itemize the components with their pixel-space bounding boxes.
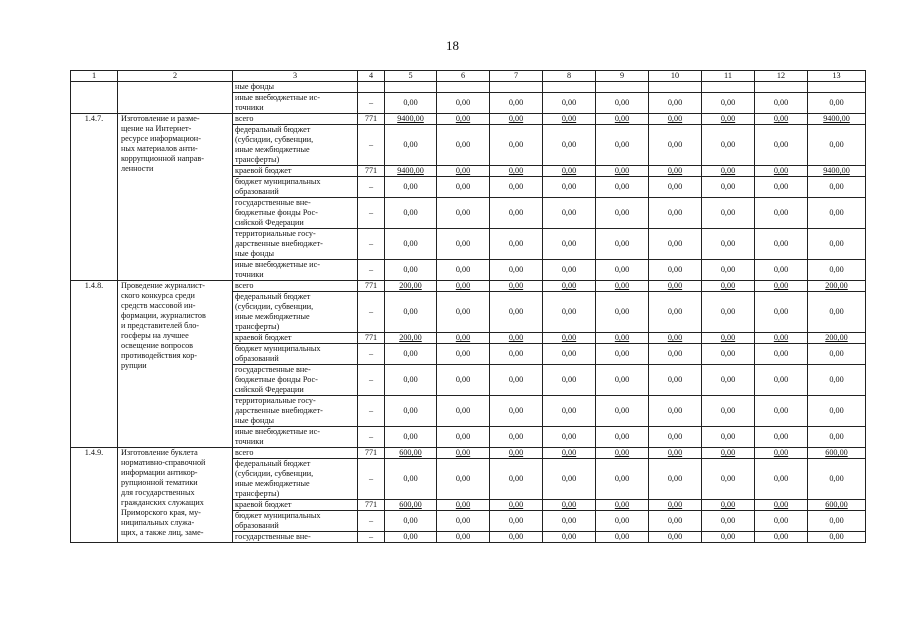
value-cell: 0,00 [543,114,596,125]
value-cell: 0,00 [649,333,702,344]
value-cell: 0,00 [437,125,490,166]
value-cell: 0,00 [596,177,649,198]
source-cell: иные внебюджетные ис- точники [233,260,358,281]
value-cell: 0,00 [596,125,649,166]
value-cell: 0,00 [490,511,543,532]
value-cell: 0,00 [808,344,866,365]
value-cell: 0,00 [385,198,437,229]
value-cell: 0,00 [437,448,490,459]
value-cell: 0,00 [385,229,437,260]
value-cell: 0,00 [543,500,596,511]
source-cell: краевой бюджет [233,166,358,177]
value-cell: 0,00 [755,532,808,543]
value-cell: 0,00 [543,177,596,198]
source-cell: ные фонды [233,82,358,93]
value-cell: 0,00 [808,198,866,229]
value-cell: 0,00 [649,459,702,500]
value-cell: 0,00 [649,177,702,198]
source-cell: бюджет муниципальных образований [233,177,358,198]
value-cell: 0,00 [543,93,596,114]
code-cell: – [358,93,385,114]
value-cell [702,82,755,93]
value-cell: 0,00 [649,396,702,427]
value-cell: 0,00 [596,281,649,292]
code-cell: – [358,532,385,543]
source-cell: территориальные госу- дарственные внебюджет- ные фонды [233,229,358,260]
value-cell: 0,00 [490,532,543,543]
value-cell: 0,00 [490,365,543,396]
value-cell [543,82,596,93]
value-cell: 0,00 [490,198,543,229]
value-cell: 0,00 [385,511,437,532]
value-cell [808,82,866,93]
value-cell: 0,00 [490,177,543,198]
value-cell: 0,00 [437,511,490,532]
code-cell: 771 [358,281,385,292]
value-cell: 0,00 [702,125,755,166]
value-cell: 0,00 [596,365,649,396]
code-cell: 771 [358,448,385,459]
value-cell: 0,00 [702,396,755,427]
value-cell: 0,00 [808,427,866,448]
value-cell: 0,00 [490,459,543,500]
value-cell: 0,00 [490,344,543,365]
value-cell: 0,00 [755,93,808,114]
header-cell: 8 [543,71,596,82]
value-cell: 0,00 [702,166,755,177]
value-cell: 0,00 [437,292,490,333]
code-cell: – [358,177,385,198]
value-cell: 0,00 [490,292,543,333]
value-cell: 0,00 [649,229,702,260]
value-cell: 0,00 [649,427,702,448]
value-cell: 0,00 [543,281,596,292]
budget-table [70,70,866,543]
value-cell: 600,00 [385,500,437,511]
code-cell: – [358,229,385,260]
value-cell: 0,00 [437,500,490,511]
value-cell: 0,00 [702,500,755,511]
value-cell: 0,00 [649,198,702,229]
source-cell: государственные вне- бюджетные фонды Рос- сийской Федерации [233,198,358,229]
code-cell: – [358,344,385,365]
value-cell: 0,00 [385,125,437,166]
header-cell: 5 [385,71,437,82]
value-cell: 0,00 [702,114,755,125]
value-cell: 0,00 [808,532,866,543]
code-cell: – [358,260,385,281]
value-cell: 0,00 [808,459,866,500]
value-cell: 0,00 [385,427,437,448]
value-cell: 0,00 [596,500,649,511]
value-cell: 0,00 [755,333,808,344]
value-cell: 200,00 [385,281,437,292]
value-cell: 0,00 [543,396,596,427]
value-cell: 0,00 [649,114,702,125]
value-cell: 0,00 [755,114,808,125]
value-cell: 0,00 [808,229,866,260]
value-cell: 0,00 [702,459,755,500]
value-cell [755,82,808,93]
item-number-cell: 1.4.8. [71,281,118,448]
value-cell: 0,00 [596,427,649,448]
value-cell: 0,00 [702,93,755,114]
value-cell: 0,00 [702,427,755,448]
value-cell: 0,00 [755,281,808,292]
value-cell: 0,00 [702,333,755,344]
value-cell: 0,00 [490,229,543,260]
value-cell: 0,00 [385,177,437,198]
value-cell: 0,00 [755,448,808,459]
value-cell: 0,00 [385,344,437,365]
value-cell: 0,00 [702,365,755,396]
value-cell [596,82,649,93]
value-cell: 0,00 [755,229,808,260]
code-cell: – [358,365,385,396]
value-cell: 0,00 [385,93,437,114]
value-cell: 0,00 [543,198,596,229]
value-cell: 9400,00 [808,166,866,177]
source-cell: федеральный бюджет (субсидии, субвенции, иные межбюджетные трансферты) [233,125,358,166]
value-cell: 0,00 [543,532,596,543]
item-name-cell: Изготовление буклета нормативно-справочной информации антикор- рупционной тематики для государственных гражданских служащих Приморского края, му- ниципальных служа- щих, а также лиц, заме- [118,448,233,543]
value-cell: 0,00 [808,260,866,281]
value-cell: 9400,00 [808,114,866,125]
value-cell: 0,00 [385,260,437,281]
value-cell: 0,00 [649,292,702,333]
value-cell: 0,00 [649,260,702,281]
value-cell: 0,00 [596,459,649,500]
value-cell: 0,00 [755,427,808,448]
value-cell: 0,00 [490,93,543,114]
value-cell: 0,00 [543,365,596,396]
header-cell: 7 [490,71,543,82]
header-cell: 3 [233,71,358,82]
value-cell: 0,00 [755,292,808,333]
code-cell: – [358,511,385,532]
value-cell: 9400,00 [385,166,437,177]
value-cell: 9400,00 [385,114,437,125]
value-cell: 0,00 [385,365,437,396]
value-cell: 0,00 [755,177,808,198]
code-cell [358,82,385,93]
value-cell: 0,00 [596,511,649,532]
value-cell: 0,00 [755,459,808,500]
value-cell: 0,00 [543,229,596,260]
value-cell: 0,00 [437,114,490,125]
header-cell: 13 [808,71,866,82]
value-cell: 0,00 [437,260,490,281]
value-cell: 0,00 [543,344,596,365]
value-cell: 0,00 [808,365,866,396]
value-cell: 0,00 [596,333,649,344]
table-row [71,281,866,292]
value-cell: 0,00 [649,511,702,532]
value-cell: 0,00 [490,125,543,166]
item-number-cell [71,82,118,114]
source-cell: всего [233,281,358,292]
value-cell: 0,00 [437,344,490,365]
value-cell: 0,00 [702,260,755,281]
source-cell: краевой бюджет [233,333,358,344]
item-name-cell: Изготовление и разме- щение на Интернет- ресурсе информацион- ных материалов анти- коррупционной направ- ленности [118,114,233,281]
value-cell: 0,00 [437,93,490,114]
source-cell: федеральный бюджет (субсидии, субвенции, иные межбюджетные трансферты) [233,292,358,333]
value-cell: 0,00 [808,292,866,333]
value-cell: 0,00 [543,333,596,344]
value-cell: 0,00 [596,260,649,281]
value-cell: 0,00 [385,459,437,500]
item-number-cell: 1.4.9. [71,448,118,543]
value-cell: 600,00 [385,448,437,459]
value-cell: 0,00 [437,281,490,292]
value-cell: 0,00 [596,532,649,543]
value-cell: 0,00 [755,125,808,166]
header-cell: 9 [596,71,649,82]
source-cell: федеральный бюджет (субсидии, субвенции, иные межбюджетные трансферты) [233,459,358,500]
value-cell: 0,00 [649,93,702,114]
value-cell: 600,00 [808,448,866,459]
value-cell: 0,00 [808,177,866,198]
value-cell: 0,00 [649,448,702,459]
value-cell: 0,00 [596,292,649,333]
value-cell: 0,00 [543,448,596,459]
value-cell: 0,00 [437,229,490,260]
value-cell: 0,00 [702,448,755,459]
value-cell: 0,00 [596,344,649,365]
code-cell: – [358,427,385,448]
source-cell: бюджет муниципальных образований [233,344,358,365]
value-cell: 0,00 [543,459,596,500]
code-cell: 771 [358,166,385,177]
value-cell: 0,00 [702,281,755,292]
code-cell: 771 [358,500,385,511]
value-cell: 0,00 [385,292,437,333]
value-cell: 0,00 [808,396,866,427]
code-cell: – [358,396,385,427]
table-row [71,114,866,125]
value-cell: 0,00 [543,511,596,532]
value-cell: 0,00 [385,532,437,543]
value-cell: 0,00 [437,198,490,229]
source-cell: всего [233,114,358,125]
source-cell: территориальные госу- дарственные внебюджет- ные фонды [233,396,358,427]
item-name-cell [118,82,233,114]
value-cell: 0,00 [755,511,808,532]
header-cell: 11 [702,71,755,82]
code-cell: – [358,292,385,333]
value-cell: 0,00 [596,114,649,125]
source-cell: иные внебюджетные ис- точники [233,427,358,448]
value-cell: 0,00 [543,166,596,177]
value-cell: 0,00 [649,500,702,511]
value-cell: 0,00 [702,511,755,532]
value-cell: 0,00 [543,125,596,166]
source-cell: всего [233,448,358,459]
value-cell: 0,00 [755,500,808,511]
value-cell: 0,00 [437,459,490,500]
value-cell [649,82,702,93]
value-cell: 0,00 [543,260,596,281]
source-cell: краевой бюджет [233,500,358,511]
value-cell: 0,00 [385,396,437,427]
header-row [71,71,866,82]
value-cell: 0,00 [702,198,755,229]
value-cell [385,82,437,93]
code-cell: – [358,125,385,166]
value-cell: 0,00 [490,333,543,344]
value-cell: 0,00 [649,166,702,177]
value-cell: 0,00 [437,427,490,448]
value-cell: 0,00 [490,281,543,292]
value-cell: 0,00 [649,344,702,365]
table-row [71,82,866,93]
item-name-cell: Проведение журналист- ского конкурса среди средств массовой ин- формации, журналистов и представителей бло- госферы на лучшее освещение вопросов противодействия кор- рупции [118,281,233,448]
value-cell: 0,00 [702,292,755,333]
code-cell: 771 [358,114,385,125]
item-number-cell: 1.4.7. [71,114,118,281]
value-cell: 0,00 [490,166,543,177]
value-cell: 0,00 [649,365,702,396]
value-cell: 0,00 [437,166,490,177]
value-cell: 0,00 [649,281,702,292]
value-cell: 0,00 [755,344,808,365]
header-cell: 12 [755,71,808,82]
source-cell: иные внебюджетные ис- точники [233,93,358,114]
value-cell: 0,00 [596,166,649,177]
value-cell: 0,00 [808,511,866,532]
value-cell: 0,00 [490,427,543,448]
table-row [71,448,866,459]
value-cell: 0,00 [437,333,490,344]
value-cell: 200,00 [808,281,866,292]
value-cell: 0,00 [755,198,808,229]
source-cell: бюджет муниципальных образований [233,511,358,532]
value-cell: 0,00 [808,93,866,114]
value-cell: 0,00 [755,396,808,427]
value-cell: 0,00 [596,198,649,229]
value-cell: 0,00 [596,229,649,260]
value-cell: 0,00 [490,260,543,281]
value-cell: 200,00 [385,333,437,344]
value-cell [437,82,490,93]
value-cell: 0,00 [437,177,490,198]
value-cell: 0,00 [755,365,808,396]
value-cell: 0,00 [702,532,755,543]
value-cell: 0,00 [543,427,596,448]
code-cell: – [358,459,385,500]
value-cell: 0,00 [437,396,490,427]
source-cell: государственные вне- [233,532,358,543]
value-cell: 0,00 [596,93,649,114]
value-cell: 0,00 [490,114,543,125]
value-cell: 0,00 [490,500,543,511]
value-cell: 0,00 [543,292,596,333]
value-cell: 0,00 [755,260,808,281]
value-cell: 600,00 [808,500,866,511]
header-cell: 1 [71,71,118,82]
value-cell: 0,00 [437,532,490,543]
value-cell: 0,00 [702,344,755,365]
header-cell: 10 [649,71,702,82]
value-cell: 0,00 [490,448,543,459]
header-cell: 4 [358,71,385,82]
code-cell: 771 [358,333,385,344]
value-cell: 0,00 [702,177,755,198]
value-cell: 0,00 [808,125,866,166]
page-number: 18 [446,38,459,53]
value-cell: 0,00 [649,532,702,543]
value-cell [490,82,543,93]
code-cell: – [358,198,385,229]
value-cell: 0,00 [755,166,808,177]
header-cell: 2 [118,71,233,82]
value-cell: 0,00 [649,125,702,166]
source-cell: государственные вне- бюджетные фонды Рос- сийской Федерации [233,365,358,396]
value-cell: 0,00 [490,396,543,427]
value-cell: 0,00 [702,229,755,260]
header-cell: 6 [437,71,490,82]
value-cell: 200,00 [808,333,866,344]
value-cell: 0,00 [437,365,490,396]
value-cell: 0,00 [596,448,649,459]
value-cell: 0,00 [596,396,649,427]
